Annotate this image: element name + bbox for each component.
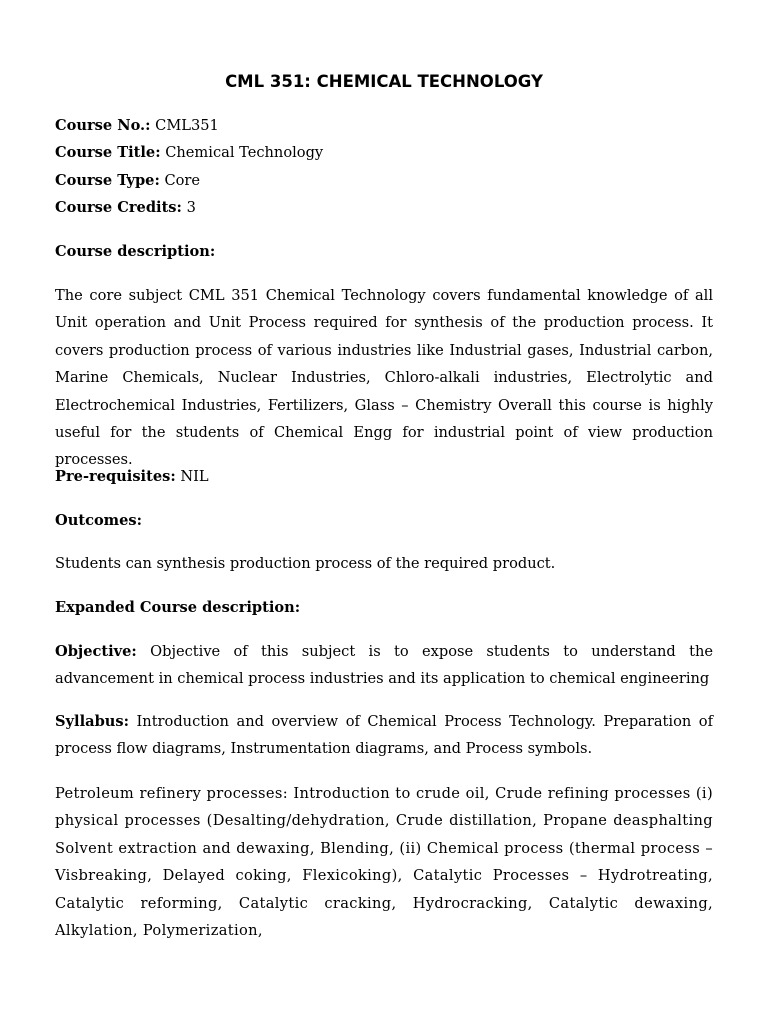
course-title-label: Course Title: (55, 144, 161, 161)
petroleum-paragraph: Petroleum refinery processes: Introduction to crude oil, Crude refining processes (i) physical processes (Desalting/dehydration, Crude distillation, Propane deasphalting Solvent extraction and dewaxing, Blending, (ii) Chemical process (thermal process – Visbreaking, Delayed coking, Flexicoking), Catalytic Processes – Hydrotreating, Catalytic reforming, Catalytic cracking, Hydrocracking, Catalytic dewaxing, Alkylation, Polymerization, (55, 785, 713, 940)
course-title-row (55, 143, 323, 163)
course-description-heading: Course description: (55, 243, 216, 260)
outcomes-heading: Outcomes: (55, 512, 143, 529)
document-title: CML 351: CHEMICAL TECHNOLOGY (225, 72, 543, 91)
syllabus-text: Introduction and overview of Chemical Process Technology. Preparation of process flow diagrams, Instrumentation diagrams, and Process symbols. (55, 713, 713, 758)
course-credits-value: 3 (186, 199, 196, 216)
course-no-value: CML351 (155, 117, 219, 134)
syllabus-label: Syllabus: (55, 713, 129, 730)
course-no-row (55, 116, 219, 136)
objective-text: Objective of this subject is to expose students to understand the advancement in chemical process industries and its application to chemical engineering (55, 643, 713, 688)
course-type-row (55, 171, 200, 191)
prerequisites-label: Pre-requisites: (55, 468, 176, 485)
syllabus-paragraph (55, 708, 713, 763)
course-credits-label: Course Credits: (55, 199, 182, 216)
expanded-description-heading: Expanded Course description: (55, 599, 301, 616)
course-type-value: Core (164, 172, 201, 189)
objective-label: Objective: (55, 643, 137, 660)
prerequisites-row (55, 467, 209, 487)
prerequisites-value: NIL (180, 468, 209, 485)
course-title-value: Chemical Technology (165, 144, 324, 161)
objective-paragraph (55, 638, 713, 693)
course-type-label: Course Type: (55, 172, 160, 189)
outcomes-text: Students can synthesis production process of the required product. (55, 555, 556, 572)
course-no-label: Course No.: (55, 117, 151, 134)
course-credits-row (55, 198, 196, 218)
course-description-text: The core subject CML 351 Chemical Technology covers fundamental knowledge of all Unit operation and Unit Process required for synthesis of the production process. It covers production process of various industries like Industrial gases, Industrial carbon, Marine Chemicals, Nuclear Industries, Chloro-alkali industries, Electrolytic and Electrochemical Industries, Fertilizers, Glass – Chemistry Overall this course is highly useful for the students of Chemical Engg for industrial point of view production processes. (55, 287, 713, 469)
